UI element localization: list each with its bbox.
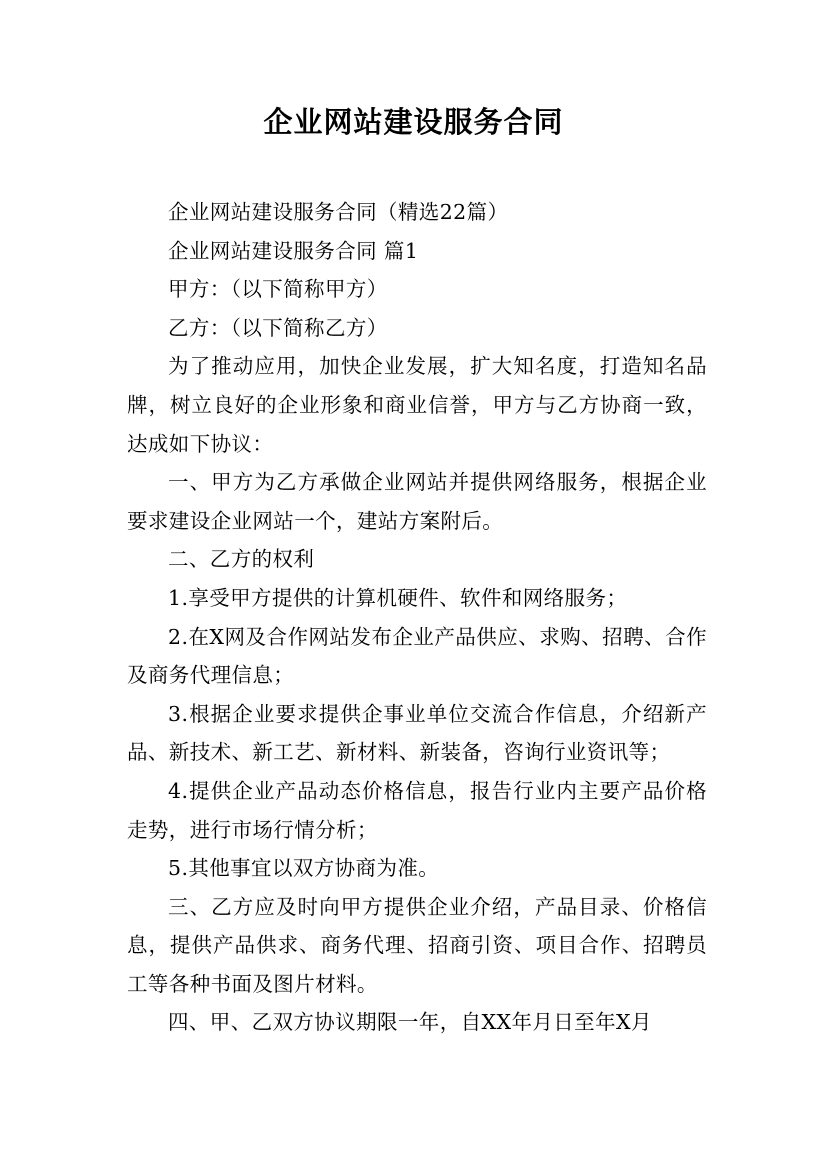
document-body: [127, 193, 707, 1042]
paragraph-clause-2-item-5: 5.其他事宜以双方协商为准。: [168, 856, 440, 881]
paragraph-clause-2-item-1: 1.享受甲方提供的计算机硬件、软件和网络服务；: [168, 585, 628, 610]
paragraph-clause-2-item-4: 4.提供企业产品动态价格信息，报告行业内主要产品价格走势，进行市场行情分析；: [127, 778, 707, 842]
paragraph-clause-2-item-3: 3.根据企业要求提供企事业单位交流合作信息，介绍新产品、新技术、新工艺、新材料、新装备，咨询行业资讯等；: [127, 701, 707, 765]
paragraph-subtitle: 企业网站建设服务合同（精选22篇）: [168, 200, 509, 224]
paragraph-preamble: 为了推动应用，加快企业发展，扩大知名度，打造知名品牌，树立良好的企业形象和商业信誉，甲方与乙方协商一致，达成如下协议：: [127, 354, 707, 456]
paragraph-clause-3: 三、乙方应及时向甲方提供企业介绍，产品目录、价格信息，提供产品供求、商务代理、招商引资、项目合作、招聘员工等各种书面及图片材料。: [127, 894, 707, 996]
paragraph-clause-2-item-2: 2.在X网及合作网站发布企业产品供应、求购、招聘、合作及商务代理信息；: [127, 624, 707, 688]
paragraph-clause-1: 一、甲方为乙方承做企业网站并提供网络服务，根据企业要求建设企业网站一个，建站方案附后。: [127, 470, 707, 533]
paragraph-party-b: 乙方：（以下简称乙方）: [168, 315, 388, 340]
paragraph-clause-2-heading: 二、乙方的权利: [168, 547, 315, 572]
document-title: 企业网站建设服务合同: [263, 105, 564, 139]
paragraph-clause-4: 四、甲、乙双方协议期限一年，自XX年月日至年X月: [168, 1010, 652, 1035]
paragraph-party-a: 甲方：（以下简称甲方）: [168, 277, 388, 302]
paragraph-section-heading: 企业网站建设服务合同 篇1: [168, 238, 419, 263]
